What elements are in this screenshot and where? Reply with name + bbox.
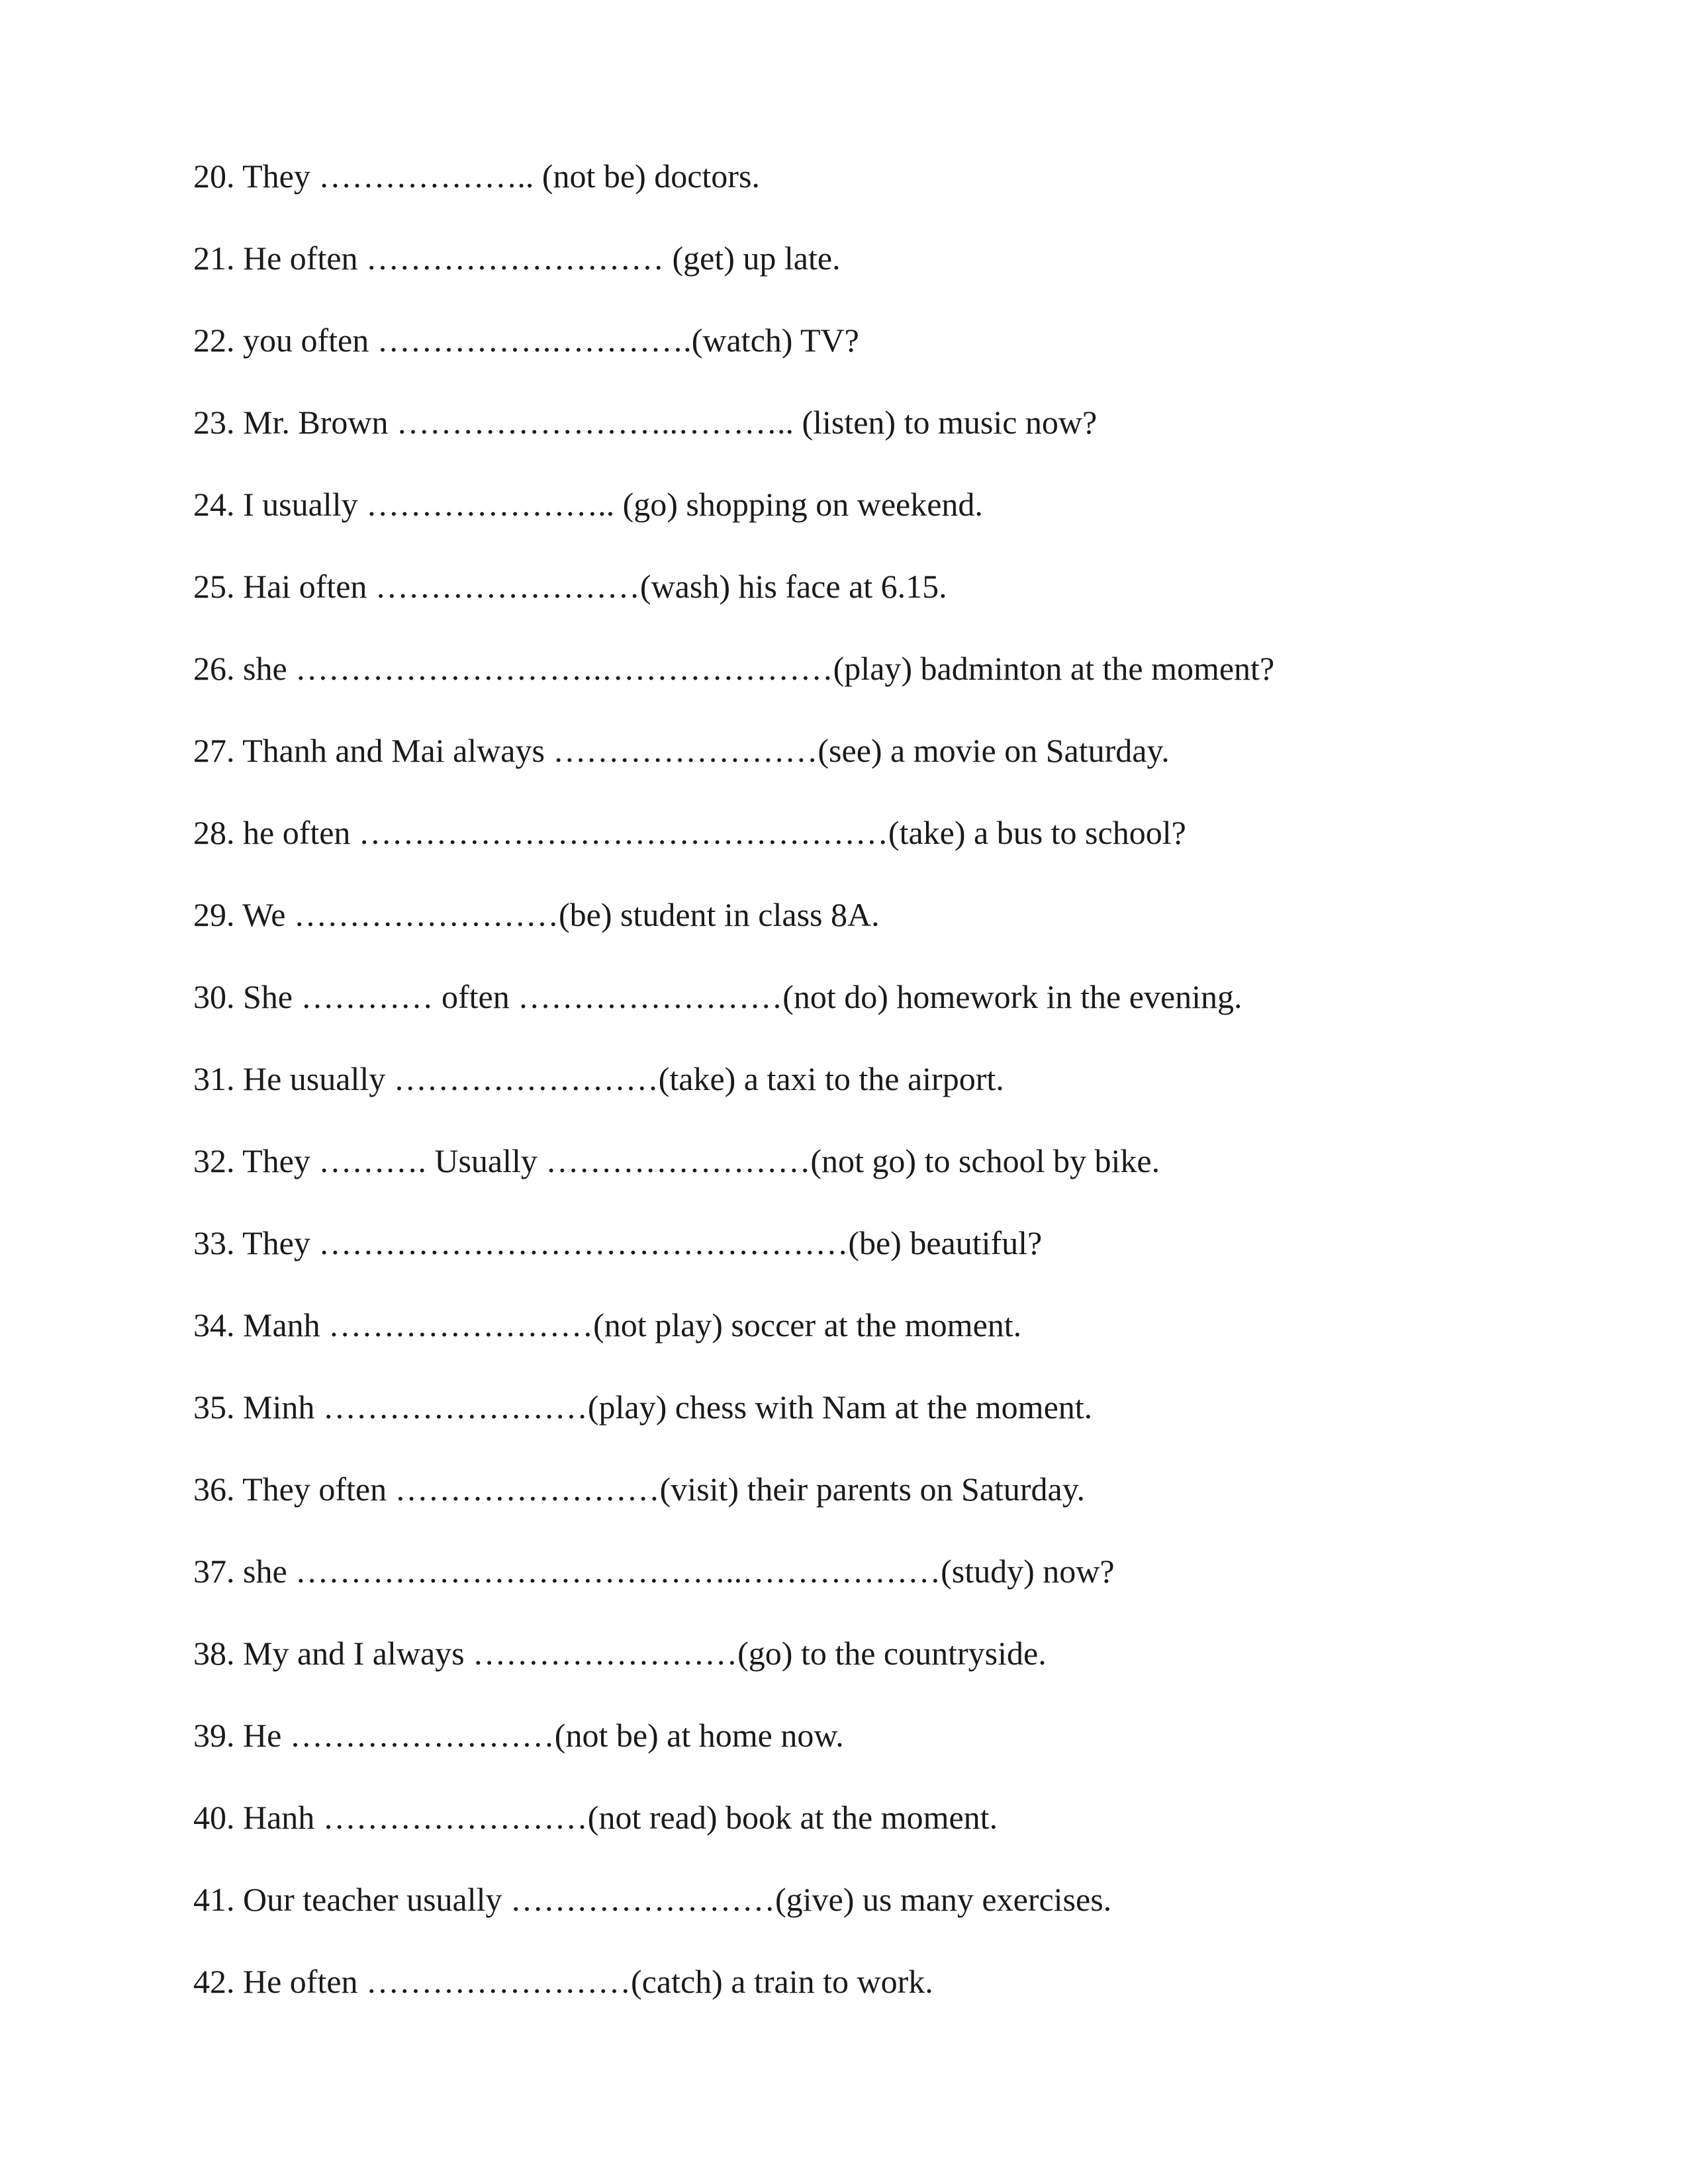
exercise-item-27: 27. Thanh and Mai always ……………………(see) a movie on Saturday. (193, 732, 1170, 769)
exercise-item-38: 38. My and I always ……………………(go) to the countryside. (193, 1635, 1047, 1672)
exercise-item-20: 20. They ……………….. (not be) doctors. (193, 158, 760, 195)
exercise-item-33: 33. They …………………………………………(be) beautiful? (193, 1224, 1043, 1261)
exercise-item-42: 42. He often ……………………(catch) a train to work. (193, 1963, 933, 2000)
exercise-list (193, 151, 1274, 2038)
exercise-item-21: 21. He often ……………………… (get) up late. (193, 240, 841, 277)
exercise-item-28: 28. he often …………………………………………(take) a bus to school? (193, 814, 1186, 851)
exercise-item-31: 31. He usually ……………………(take) a taxi to the airport. (193, 1060, 1004, 1097)
exercise-item-26: 26. she ……………………….…………………(play) badminton at the moment? (193, 650, 1275, 687)
exercise-item-22: 22. you often …………….………….(watch) TV? (193, 322, 859, 359)
exercise-item-30: 30. She ………… often ……………………(not do) homework in the evening. (193, 978, 1243, 1015)
exercise-item-36: 36. They often ……………………(visit) their parents on Saturday. (193, 1471, 1085, 1508)
exercise-item-40: 40. Hanh ……………………(not read) book at the moment. (193, 1799, 998, 1836)
exercise-item-25: 25. Hai often ……………………(wash) his face at 6.15. (193, 568, 947, 605)
exercise-item-32: 32. They ………. Usually ……………………(not go) to school by bike. (193, 1142, 1160, 1179)
exercise-item-34: 34. Manh ……………………(not play) soccer at the moment. (193, 1306, 1022, 1343)
exercise-item-39: 39. He ……………………(not be) at home now. (193, 1717, 844, 1754)
exercise-item-35: 35. Minh ……………………(play) chess with Nam at the moment. (193, 1388, 1093, 1426)
exercise-item-24: 24. I usually ………………….. (go) shopping on weekend. (193, 486, 983, 523)
exercise-item-29: 29. We ……………………(be) student in class 8A. (193, 896, 880, 933)
exercise-item-41: 41. Our teacher usually ……………………(give) us many exercises. (193, 1881, 1112, 1918)
exercise-item-23: 23. Mr. Brown ……………………..……….. (listen) to music now? (193, 404, 1098, 441)
exercise-item-37: 37. she …………………………………..………………(study) now? (193, 1553, 1115, 1590)
